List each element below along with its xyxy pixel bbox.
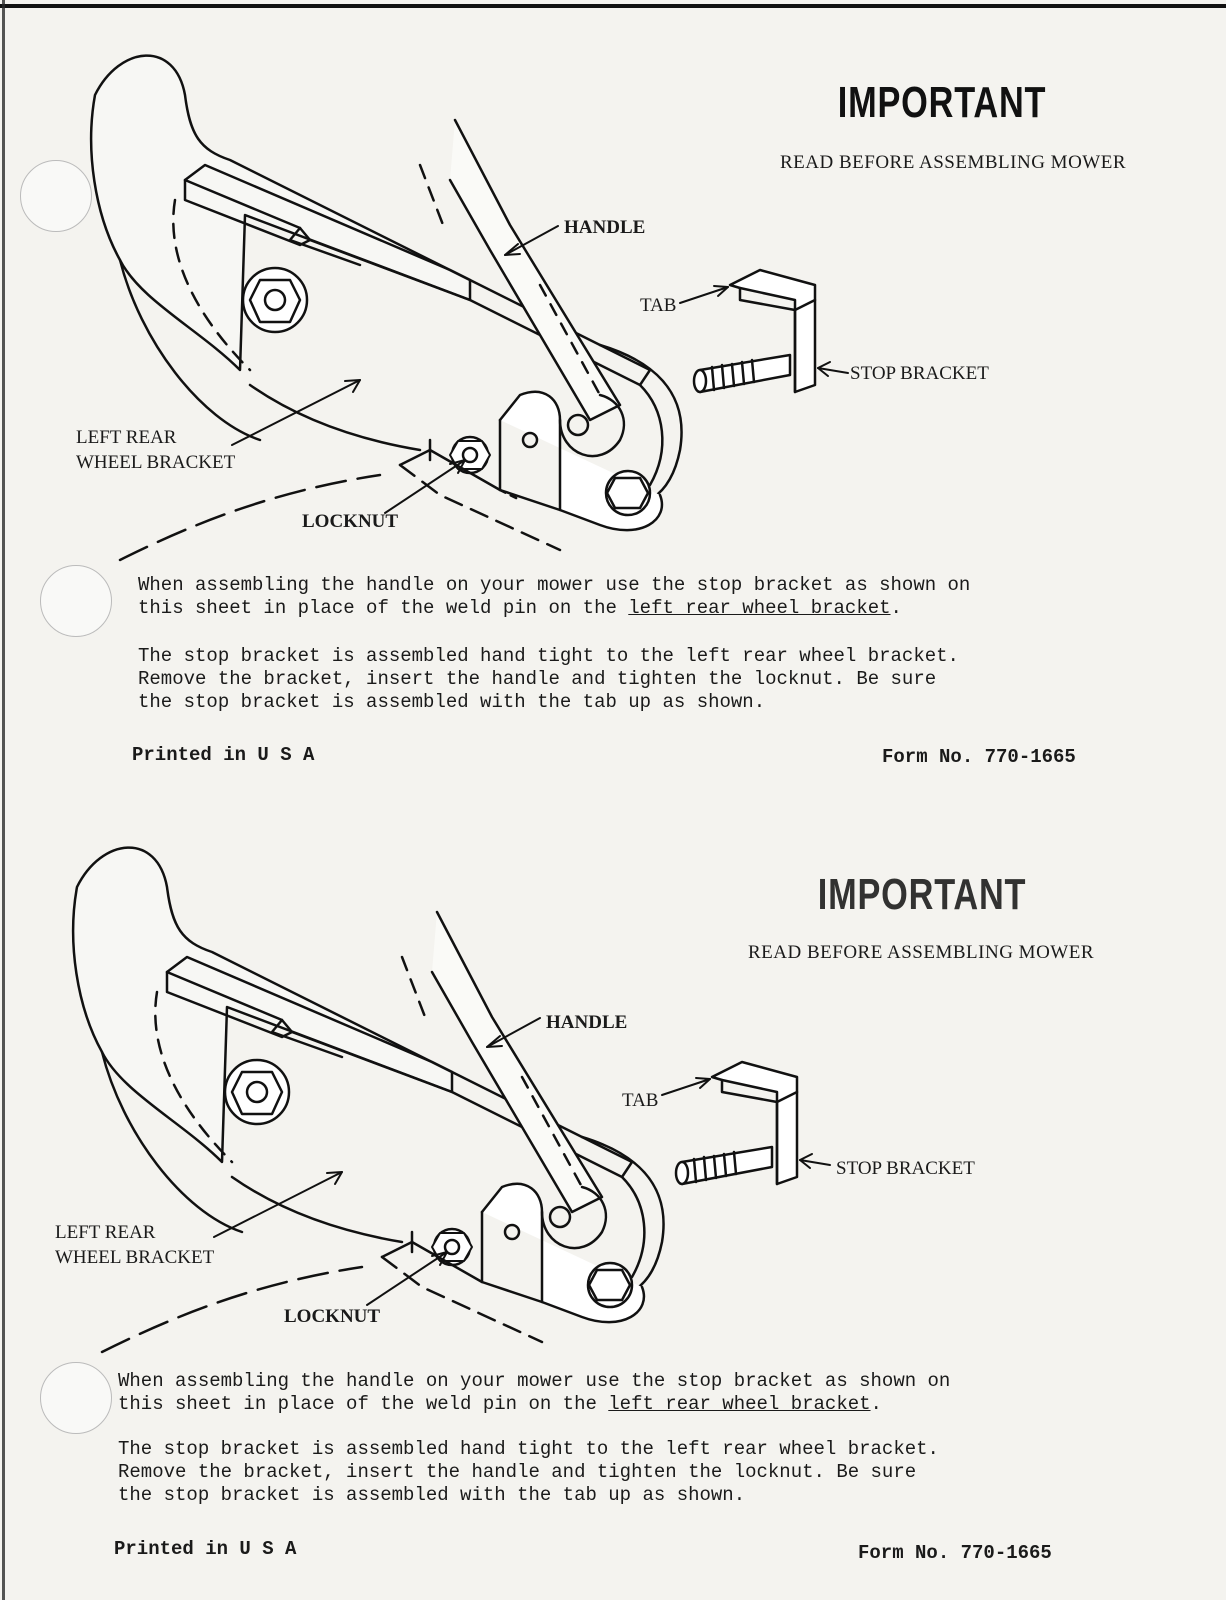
stop-bracket-part [676, 1062, 797, 1184]
label-locknut: LOCKNUT [284, 1306, 381, 1327]
label-wheel-bracket: WHEEL BRACKET [76, 452, 236, 473]
instruction-paragraph-1 [118, 1370, 1058, 1416]
paragraph-1-end: . [870, 1393, 882, 1415]
instruction-paragraph-2: The stop bracket is assembled hand tight to the left rear wheel bracket. Remove the bracket, insert the handle and tighten the locknut. Be sure the stop bracket is assembled with the tab up as shown. [138, 645, 959, 713]
locknut-part [450, 437, 490, 473]
label-stop-bracket: STOP BRACKET [850, 363, 989, 384]
instruction-paragraph-1 [138, 574, 1078, 620]
label-left-rear: LEFT REAR [76, 427, 177, 448]
instruction-paragraph-2: The stop bracket is assembled hand tight to the left rear wheel bracket. Remove the bracket, insert the handle and tighten the locknut. Be sure the stop bracket is assembled with the tab up as shown. [118, 1438, 939, 1506]
printed-in-usa: Printed in U S A [114, 1538, 297, 1560]
important-heading: IMPORTANT [837, 78, 1046, 127]
instruction-sheet-bottom [0, 792, 1226, 1592]
important-heading: IMPORTANT [817, 870, 1026, 919]
handle-bar [450, 120, 620, 420]
paragraph-1-underlined: left rear wheel bracket [608, 1393, 871, 1415]
form-number: Form No. 770-1665 [858, 1542, 1052, 1564]
paragraph-1-end: . [890, 597, 902, 619]
paragraph-1-text: When assembling the handle on your mower use the stop bracket as shown on this sheet in place of the weld pin on the [118, 1370, 951, 1415]
paragraph-1-underlined: left rear wheel bracket [628, 597, 891, 619]
label-stop-bracket: STOP BRACKET [836, 1158, 975, 1179]
label-wheel-bracket: WHEEL BRACKET [55, 1247, 215, 1268]
form-number: Form No. 770-1665 [882, 746, 1076, 768]
read-before-notice: READ BEFORE ASSEMBLING MOWER [748, 942, 1094, 963]
label-handle: HANDLE [564, 217, 646, 238]
read-before-notice: READ BEFORE ASSEMBLING MOWER [780, 152, 1126, 173]
bolt-hex-nut [243, 268, 307, 332]
paragraph-1-text: When assembling the handle on your mower use the stop bracket as shown on this sheet in place of the weld pin on the [138, 574, 971, 619]
printed-in-usa: Printed in U S A [132, 744, 315, 766]
label-left-rear: LEFT REAR [55, 1222, 156, 1243]
label-handle: HANDLE [546, 1012, 628, 1033]
stop-bracket-part [694, 270, 815, 392]
locknut-part [432, 1229, 472, 1265]
bolt-hex-nut [225, 1060, 289, 1124]
label-locknut: LOCKNUT [302, 511, 399, 532]
handle-bar [432, 912, 602, 1212]
label-tab: TAB [640, 295, 677, 316]
label-tab: TAB [622, 1090, 659, 1111]
